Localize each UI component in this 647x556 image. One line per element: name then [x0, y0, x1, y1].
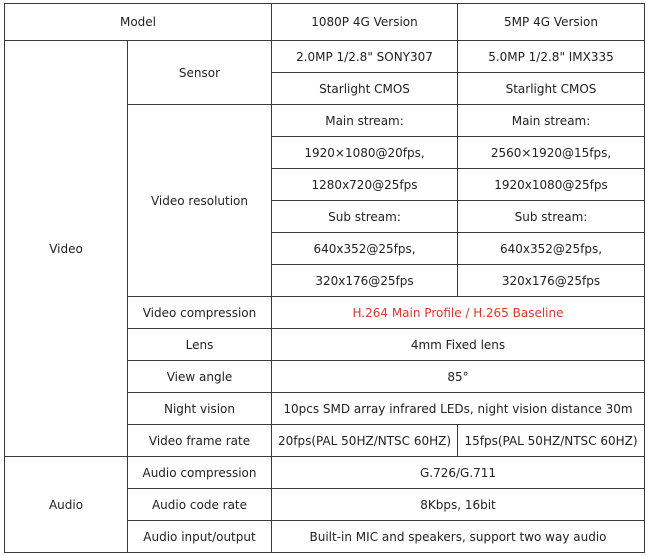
- resolution-1080p-cell: 640x352@25fps,: [272, 233, 458, 265]
- version-1080p-header: 1080P 4G Version: [272, 4, 458, 41]
- frame-rate-label: Video frame rate: [128, 425, 272, 457]
- lens-value: 4mm Fixed lens: [272, 329, 645, 361]
- audio-group-label: Audio: [5, 457, 128, 553]
- video-resolution-label: Video resolution: [128, 105, 272, 297]
- audio-code-rate-label: Audio code rate: [128, 489, 272, 521]
- resolution-1080p-cell: Main stream:: [272, 105, 458, 137]
- resolution-1080p-cell: 1280x720@25fps: [272, 169, 458, 201]
- sensor-5mp-value: 5.0MP 1/2.8" IMX335: [458, 41, 645, 73]
- audio-code-rate-value: 8Kbps, 16bit: [272, 489, 645, 521]
- sensor-1080p-value: 2.0MP 1/2.8" SONY307: [272, 41, 458, 73]
- video-compression-value: H.264 Main Profile / H.265 Baseline: [272, 297, 645, 329]
- table-row: [5, 41, 645, 73]
- audio-compression-value: G.726/G.711: [272, 457, 645, 489]
- audio-io-value: Built-in MIC and speakers, support two way audio: [272, 521, 645, 553]
- version-5mp-header: 5MP 4G Version: [458, 4, 645, 41]
- frame-rate-1080p-value: 20fps(PAL 50HZ/NTSC 60HZ): [272, 425, 458, 457]
- resolution-5mp-cell: 1920x1080@25fps: [458, 169, 645, 201]
- table-row: [5, 457, 645, 489]
- resolution-5mp-cell: 2560×1920@15fps,: [458, 137, 645, 169]
- view-angle-label: View angle: [128, 361, 272, 393]
- view-angle-value: 85°: [272, 361, 645, 393]
- resolution-1080p-cell: 1920×1080@20fps,: [272, 137, 458, 169]
- resolution-5mp-cell: 320x176@25fps: [458, 265, 645, 297]
- sensor-label: Sensor: [128, 41, 272, 105]
- lens-label: Lens: [128, 329, 272, 361]
- audio-io-label: Audio input/output: [128, 521, 272, 553]
- resolution-5mp-cell: 640x352@25fps,: [458, 233, 645, 265]
- night-vision-label: Night vision: [128, 393, 272, 425]
- sensor-5mp-type: Starlight CMOS: [458, 73, 645, 105]
- model-header: Model: [5, 4, 272, 41]
- spec-table: [4, 3, 645, 553]
- header-row: [5, 4, 645, 41]
- sensor-1080p-type: Starlight CMOS: [272, 73, 458, 105]
- video-group-label: Video: [5, 41, 128, 457]
- resolution-1080p-cell: 320x176@25fps: [272, 265, 458, 297]
- video-compression-label: Video compression: [128, 297, 272, 329]
- resolution-5mp-cell: Main stream:: [458, 105, 645, 137]
- night-vision-value: 10pcs SMD array infrared LEDs, night vision distance 30m: [272, 393, 645, 425]
- frame-rate-5mp-value: 15fps(PAL 50HZ/NTSC 60HZ): [458, 425, 645, 457]
- audio-compression-label: Audio compression: [128, 457, 272, 489]
- resolution-5mp-cell: Sub stream:: [458, 201, 645, 233]
- resolution-1080p-cell: Sub stream:: [272, 201, 458, 233]
